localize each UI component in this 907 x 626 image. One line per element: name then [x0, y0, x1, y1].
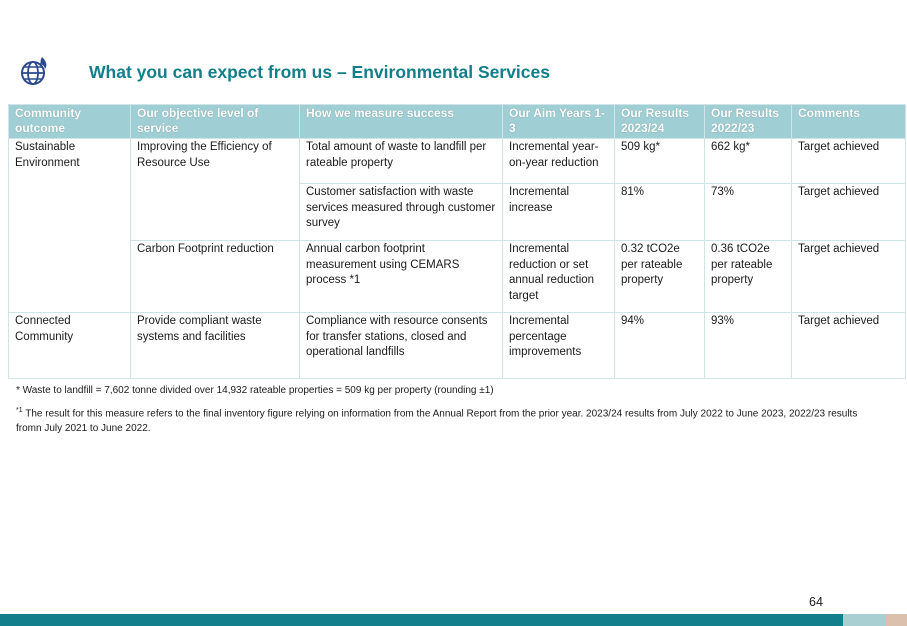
result-2223-cell: 93% [705, 313, 792, 379]
outcome-cell: Connected Community [9, 313, 131, 379]
objective-cell: Improving the Efficiency of Resource Use [131, 139, 300, 241]
table-row [9, 139, 906, 184]
measure-cell: Total amount of waste to landfill per rateable property [300, 139, 503, 184]
result-2223-cell: 73% [705, 184, 792, 241]
outcome-cell: Sustainable Environment [9, 139, 131, 313]
measure-cell: Annual carbon footprint measurement using CEMARS process *1 [300, 241, 503, 313]
aim-cell: Incremental increase [503, 184, 615, 241]
footnote-carbon [16, 403, 876, 436]
environmental-services-table [8, 104, 906, 379]
objective-cell: Carbon Footprint reduction [131, 241, 300, 313]
result-2223-cell: 0.36 tCO2e per rateable property [705, 241, 792, 313]
measure-cell: Customer satisfaction with waste services measured through customer survey [300, 184, 503, 241]
column-header: How we measure success [300, 105, 503, 139]
page-number: 64 [809, 595, 823, 609]
table-row [9, 313, 906, 379]
comment-cell: Target achieved [792, 184, 906, 241]
globe-flame-icon [18, 55, 50, 87]
comment-cell: Target achieved [792, 139, 906, 184]
footer-bar-tan [886, 614, 907, 626]
column-header: Our Results 2022/23 [705, 105, 792, 139]
comment-cell: Target achieved [792, 313, 906, 379]
aim-cell: Incremental reduction or set annual reduction target [503, 241, 615, 313]
result-2324-cell: 0.32 tCO2e per rateable property [615, 241, 705, 313]
table-header-row [9, 105, 906, 139]
footnote-marker: *1 [16, 407, 23, 414]
result-2324-cell: 94% [615, 313, 705, 379]
objective-cell: Provide compliant waste systems and facilities [131, 313, 300, 379]
page-title: What you can expect from us – Environmental Services [89, 62, 550, 82]
table-row [9, 241, 906, 313]
column-header: Our objective level of service [131, 105, 300, 139]
column-header: Comments [792, 105, 906, 139]
column-header: Our Aim Years 1-3 [503, 105, 615, 139]
result-2324-cell: 81% [615, 184, 705, 241]
footer-bar-light [843, 614, 886, 626]
comment-cell: Target achieved [792, 241, 906, 313]
measure-cell: Compliance with resource consents for transfer stations, closed and operational landfills [300, 313, 503, 379]
aim-cell: Incremental percentage improvements [503, 313, 615, 379]
column-header: Community outcome [9, 105, 131, 139]
result-2324-cell: 509 kg* [615, 139, 705, 184]
result-2223-cell: 662 kg* [705, 139, 792, 184]
footnote-carbon-text: The result for this measure refers to the final inventory figure relying on information from the Annual Report from the prior year. 2023/24 results from July 2022 to June 2023, 2022/23 results fromn July 2021 to June 2022. [16, 408, 858, 435]
footer-bar-teal [0, 614, 843, 626]
aim-cell: Incremental year-on-year reduction [503, 139, 615, 184]
footnote-waste: * Waste to landfill = 7,602 tonne divided over 14,932 rateable properties = 509 kg per property (rounding ±1) [16, 385, 494, 396]
column-header: Our Results 2023/24 [615, 105, 705, 139]
